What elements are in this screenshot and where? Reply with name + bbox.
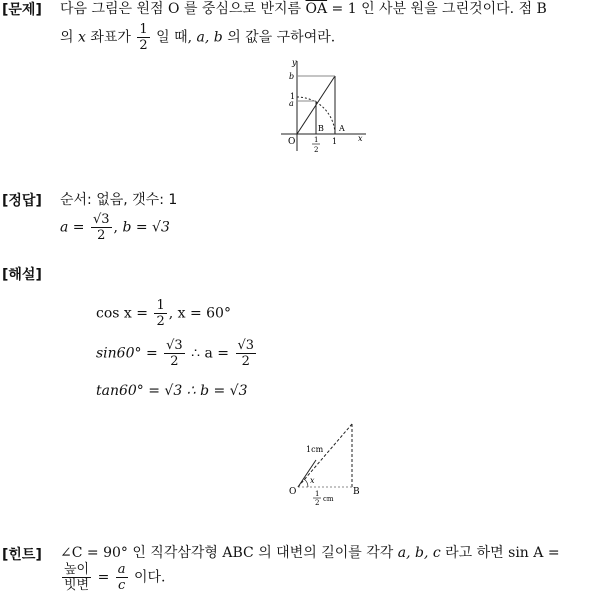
problem-text-1a: 다음 그림은 원점 O 를 중심으로 반지름	[60, 1, 302, 17]
problem-text-2b: 좌표가	[90, 29, 131, 46]
problem-text-2d: 의 값을 구하여라.	[227, 29, 336, 46]
quarter-circle-figure	[278, 56, 370, 158]
frac-num: 1	[139, 22, 148, 37]
var-x: x	[77, 29, 86, 46]
hint-text-b: 라고 하면 sin A =	[445, 545, 560, 561]
fig2-O-label: O	[289, 487, 297, 497]
fig2-half-num: 1	[315, 490, 320, 498]
exp2-frac1	[164, 338, 185, 369]
exp1-rhs: , x = 60°	[168, 305, 231, 322]
exp2-den1: 2	[170, 354, 179, 369]
exp2-num2: √3	[237, 338, 255, 353]
hypotenuse	[298, 424, 352, 487]
exp2-num1: √3	[166, 338, 183, 353]
angle-arc	[304, 479, 308, 487]
exp1-lhs: cos x =	[96, 305, 148, 322]
explanation-line-3: tan60° = √3 ∴ b = √3	[96, 383, 248, 399]
explanation-line-1	[96, 298, 231, 329]
answer-b-eq: b = √3	[122, 219, 170, 236]
hint-frac-words	[62, 562, 91, 593]
fig1-A-label: A	[339, 124, 345, 133]
hint-num-a: a	[117, 562, 126, 577]
answer-a-eq: a =	[60, 219, 85, 236]
exp2-mid: ∴ a =	[191, 345, 230, 362]
answer-label: [정답]	[2, 193, 42, 209]
fig1-B-label: B	[318, 124, 324, 133]
explanation-label: [해설]	[2, 267, 42, 283]
answer-sep: ,	[113, 219, 118, 236]
hint-num-word: 높이	[64, 562, 90, 577]
problem-line-1	[60, 0, 547, 20]
exp2-den2: 2	[241, 354, 250, 369]
answer-a-frac	[91, 212, 112, 243]
hint-den-c: c	[118, 578, 126, 593]
exp2-lhs: sin60° =	[96, 345, 158, 362]
fig2-B-label: B	[353, 487, 360, 497]
fig1-half-den: 2	[314, 146, 319, 154]
hint-text-a: ∠C = 90° 인 직각삼각형 ABC 의 대변의 길이를 각각	[60, 545, 394, 561]
hint-end: 이다.	[133, 569, 166, 586]
hint-line-1	[60, 542, 560, 564]
fraction-half	[137, 22, 149, 53]
fig1-x-label: x	[358, 134, 363, 143]
problem-label: [문제]	[2, 2, 42, 18]
explanation-line-2	[96, 338, 258, 369]
fig2-1cm-label: 1cm	[306, 445, 324, 454]
fig1-y-label: y	[292, 58, 297, 67]
answer-line-1: 순서: 없음, 갯수: 1	[60, 192, 178, 208]
segment-oa: $\overline{OA}$	[305, 1, 328, 17]
problem-text-2c: 일 때,	[156, 29, 193, 46]
fig1-one-label: 1	[290, 92, 296, 101]
fig1-O-label: O	[288, 137, 296, 147]
answer-a-den: 2	[97, 228, 106, 243]
fig1-a-label: a	[289, 99, 294, 108]
exp1-num: 1	[156, 298, 165, 313]
fig1-xone-label: 1	[332, 137, 338, 146]
triangle-figure	[286, 420, 366, 510]
hint-frac-ac	[116, 562, 128, 593]
exp1-den: 2	[156, 314, 165, 329]
vars-ab: a, b	[196, 29, 223, 46]
problem-line-2	[60, 22, 335, 53]
hint-line-2	[60, 562, 165, 593]
exp1-frac	[154, 298, 166, 329]
exp2-frac2	[236, 338, 257, 369]
hint-den-word: 빗변	[64, 578, 90, 593]
fig2-half-den: 2	[315, 499, 320, 507]
hint-vars: a, b, c	[397, 545, 441, 561]
fig1-b-label: b	[289, 72, 295, 81]
fig2-cm-label: cm	[323, 495, 334, 503]
problem-text-1b: = 1 인 사분 원을 그린것이다. 점 B	[331, 1, 547, 17]
problem-text-2a: 의	[60, 29, 74, 46]
hint-label: [힌트]	[2, 547, 42, 563]
answer-line-2	[60, 212, 170, 243]
fig2-x-label: x	[310, 476, 315, 485]
fig1-half-num: 1	[314, 136, 319, 144]
hint-eq: =	[97, 569, 110, 586]
frac-den: 2	[139, 38, 148, 53]
answer-a-num: √3	[92, 212, 110, 227]
